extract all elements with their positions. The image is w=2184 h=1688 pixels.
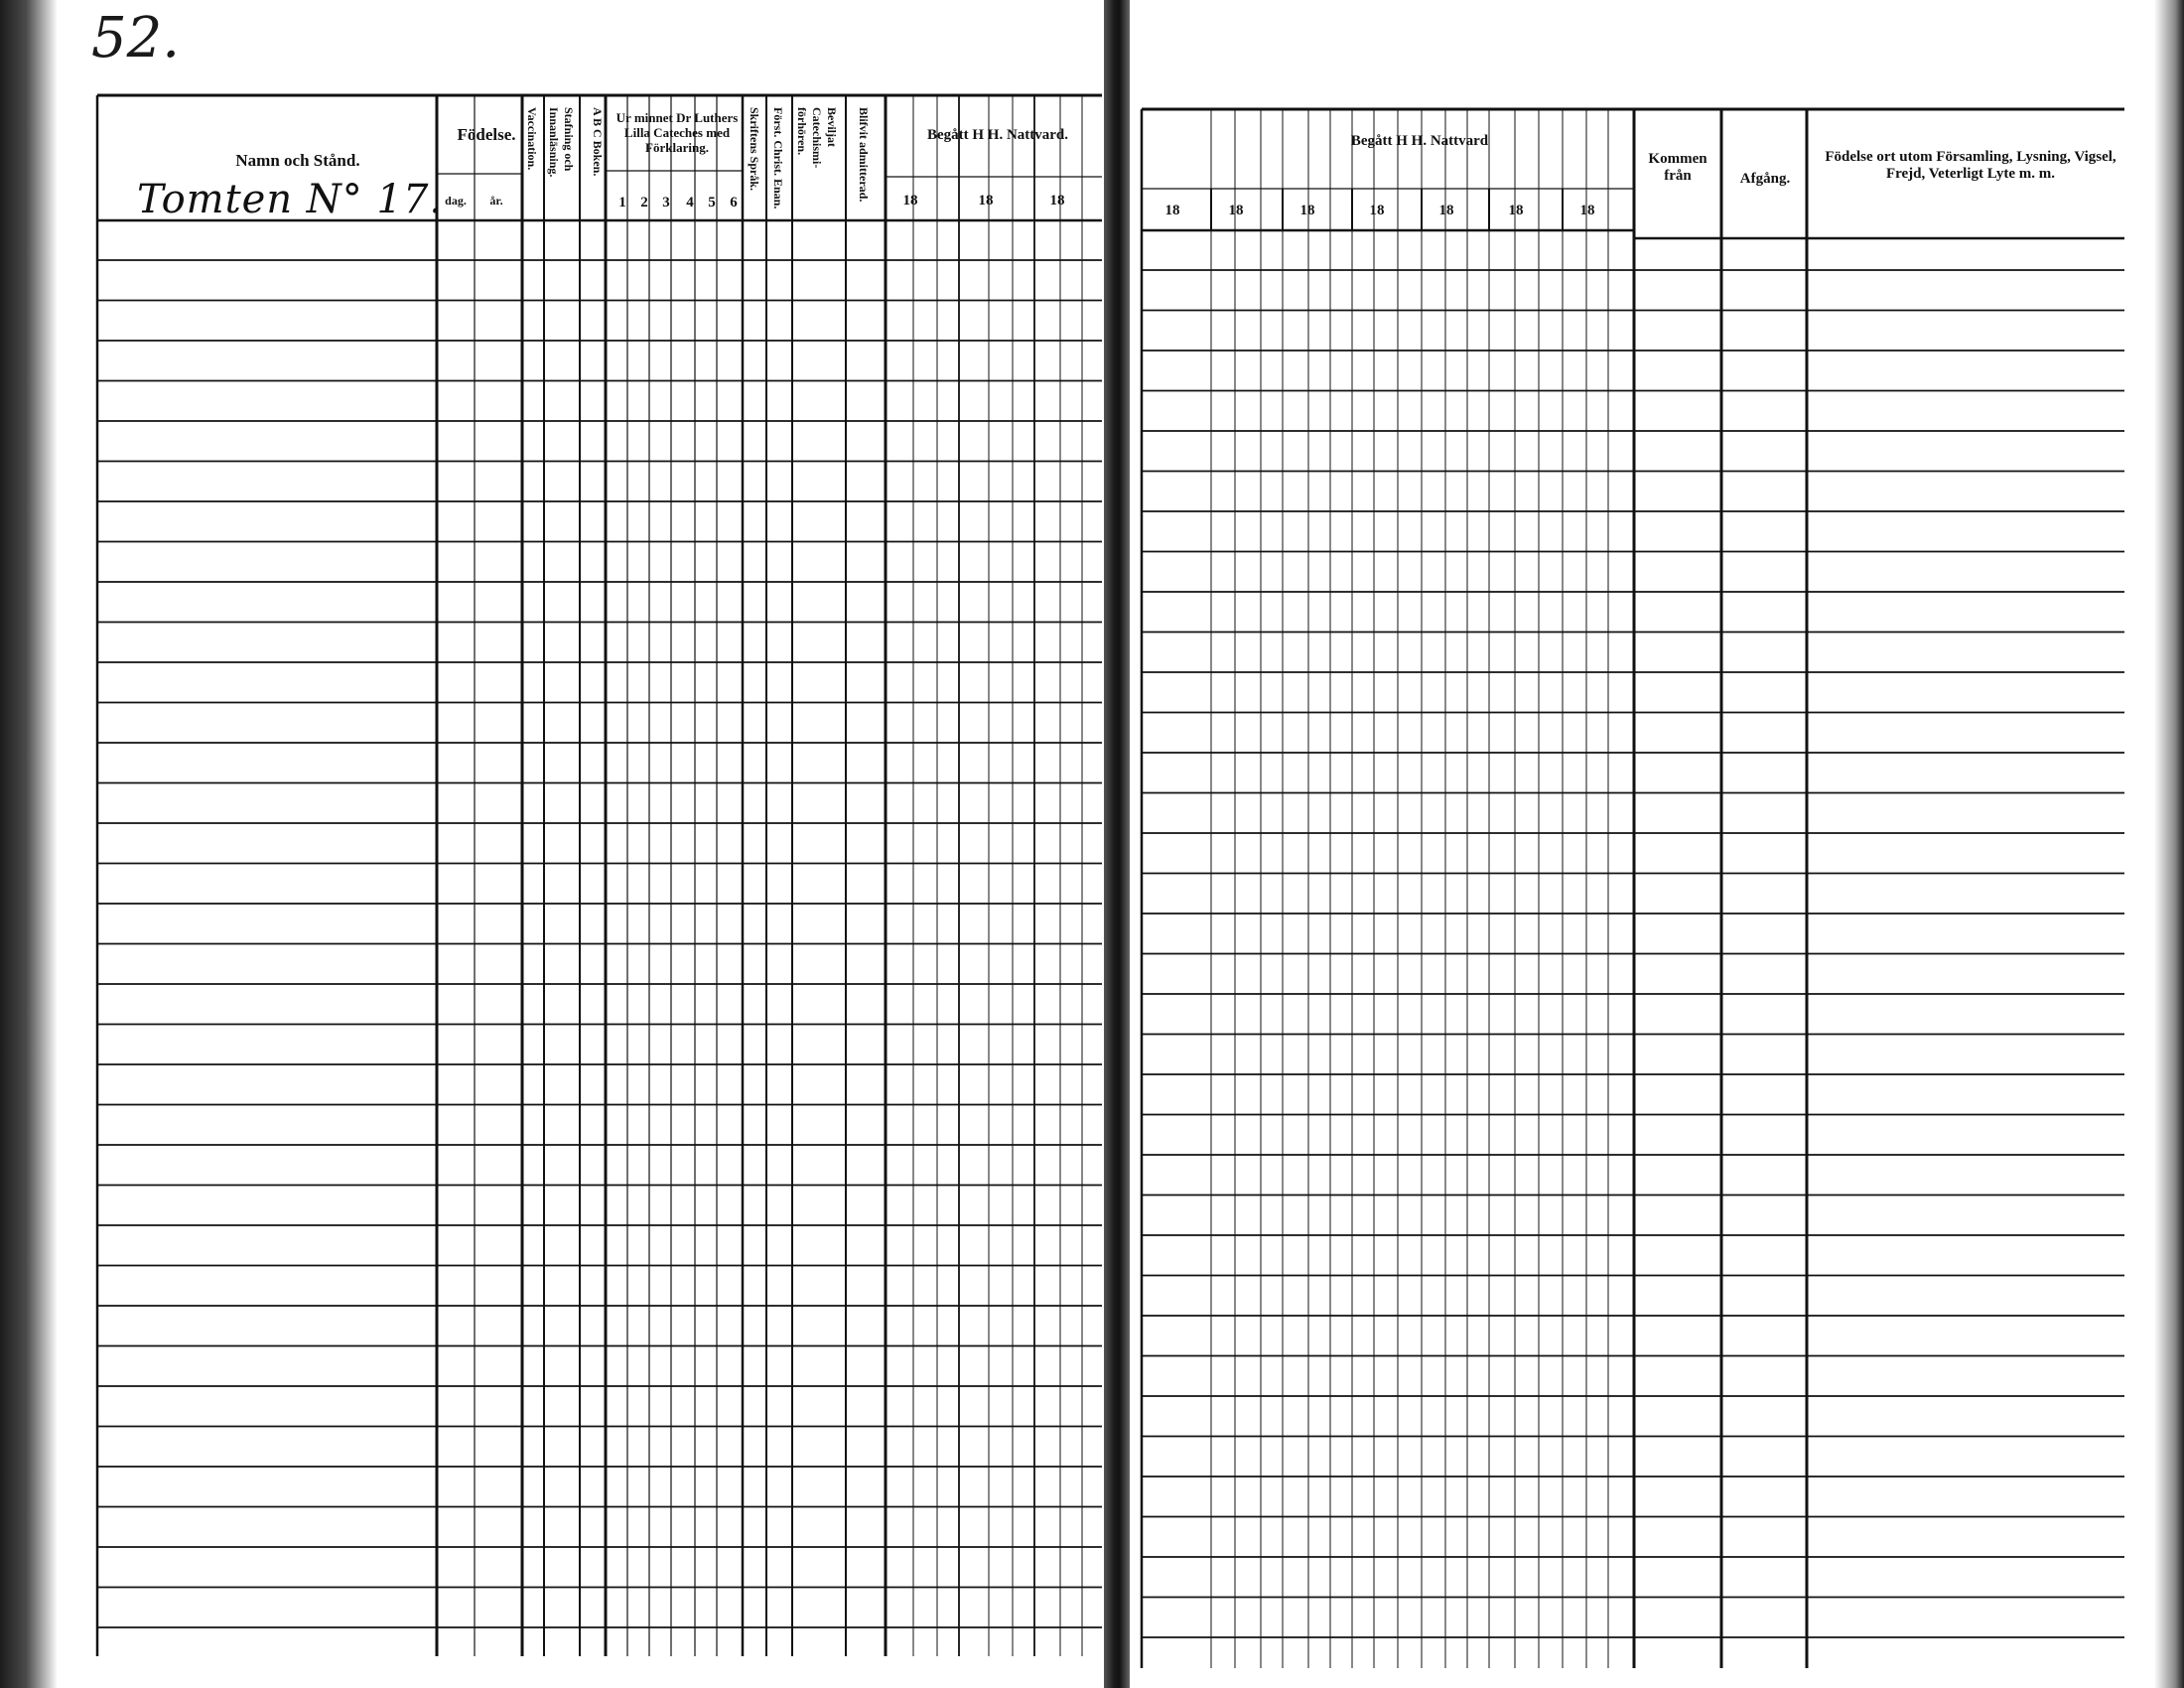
header-communion-left: Begått H H. Nattvard. [926, 127, 1069, 143]
page-number: 52. [91, 6, 181, 70]
catechism-part-4: 4 [686, 195, 694, 211]
catechism-part-1: 1 [618, 195, 626, 211]
header-birth-day: dag. [445, 194, 467, 208]
right-communion-year: 18 [1369, 203, 1385, 218]
header-catechism: Ur minnet Dr Luthers Lilla Cateches med Förklaring. [615, 110, 739, 155]
right-communion-year: 18 [1164, 203, 1180, 218]
header-scripture: Skriftens Språk. [748, 107, 761, 192]
header-christianity: Först. Christ. Enan. [771, 107, 785, 210]
right-communion-year: 18 [1438, 203, 1454, 218]
catechism-part-5: 5 [708, 195, 716, 211]
right-communion-year: 18 [1579, 203, 1595, 218]
handwritten-entry: Tomten N° 17. [137, 177, 444, 222]
header-vaccination: Vaccination. [525, 107, 539, 171]
header-notes: Födelse ort utom Församling, Lysning, Vigsel, Frejd, Veterligt Lyte m. m. [1825, 149, 2116, 183]
header-birth-year: år. [489, 194, 503, 208]
header-communion-right: Begått H H. Nattvard [1350, 133, 1489, 149]
header-departure: Afgång. [1739, 171, 1791, 187]
left-communion-year: 18 [902, 193, 918, 209]
catechism-part-6: 6 [730, 195, 738, 211]
header-name-and-station: Namn och Stånd. [235, 151, 360, 170]
right-communion-year: 18 [1228, 203, 1244, 218]
right-communion-year: 18 [1508, 203, 1524, 218]
header-abc-book: A B C Boken. [591, 107, 605, 177]
header-arrived-from: Kommen från [1648, 151, 1707, 185]
header-admitted: Blifvit admitterad. [857, 107, 871, 203]
catechism-part-2: 2 [640, 195, 648, 211]
catechism-part-3: 3 [662, 195, 670, 211]
header-birth: Födelse. [457, 125, 516, 144]
left-communion-year: 18 [1049, 193, 1065, 209]
header-catechism-hearings: Beviljat Catechismi-förhören. [795, 107, 839, 169]
left-communion-year: 18 [978, 193, 994, 209]
right-communion-year: 18 [1299, 203, 1315, 218]
header-reading: Stafning och Innanläsning. [547, 107, 576, 178]
